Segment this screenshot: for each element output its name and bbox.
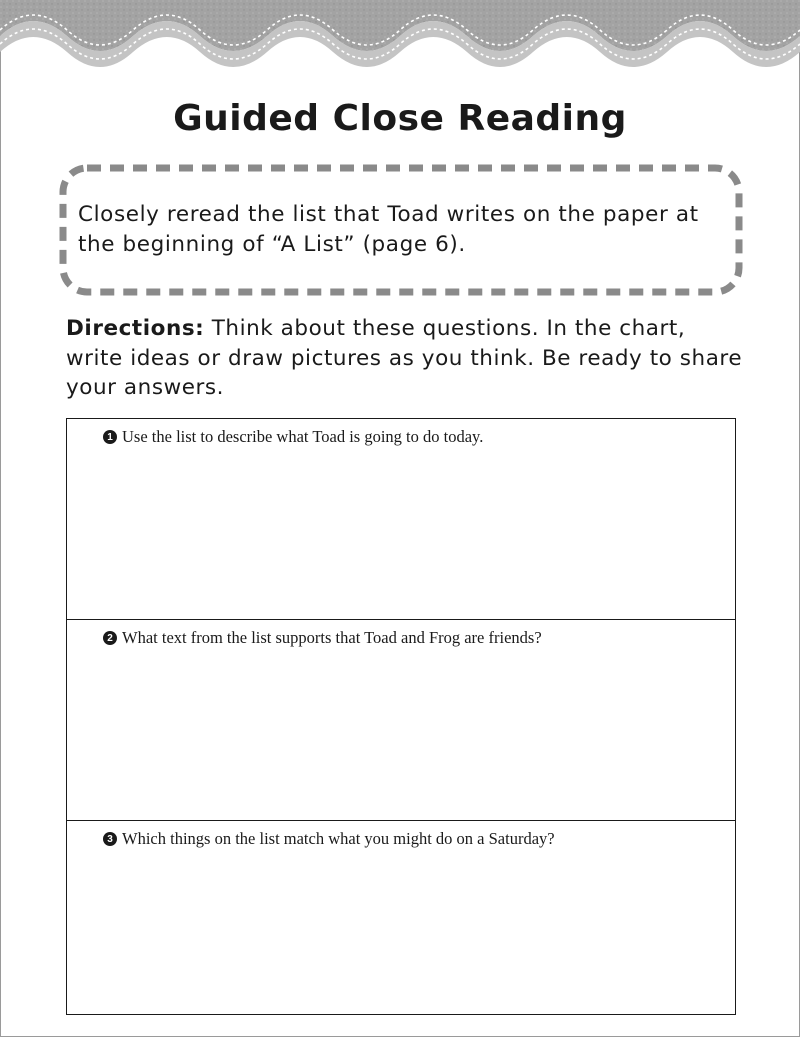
chart-row-2 <box>67 620 735 821</box>
question-chart <box>66 418 736 1015</box>
number-3-circle-icon: 3 <box>103 832 117 846</box>
callout-text: Closely reread the list that Toad writes on the paper at the beginning of “A List” (page 6). <box>78 202 699 257</box>
page-title: Guided Close Reading <box>173 98 627 139</box>
number-1-circle-icon: 1 <box>103 430 117 444</box>
answer-area-3[interactable] <box>67 853 735 1013</box>
directions-text: Think about these questions. In the chart, write ideas or draw pictures as you think. Be ready to share your answers. <box>66 316 743 400</box>
chart-row-3 <box>67 821 735 1013</box>
question-2-text: What text from the list supports that Toad and Frog are friends? <box>122 628 542 647</box>
number-2-circle-icon: 2 <box>103 631 117 645</box>
chart-row-1 <box>67 419 735 620</box>
directions-paragraph <box>66 314 746 403</box>
directions-label: Directions: <box>66 316 205 341</box>
answer-area-1[interactable] <box>67 451 735 619</box>
question-1 <box>103 427 483 447</box>
answer-area-2[interactable] <box>67 652 735 820</box>
question-1-text: Use the list to describe what Toad is going to do today. <box>122 427 484 446</box>
wavy-header-banner <box>0 0 800 82</box>
question-3 <box>103 829 555 849</box>
instruction-callout-box <box>59 164 743 296</box>
question-3-text: Which things on the list match what you might do on a Saturday? <box>122 829 555 848</box>
question-2 <box>103 628 542 648</box>
